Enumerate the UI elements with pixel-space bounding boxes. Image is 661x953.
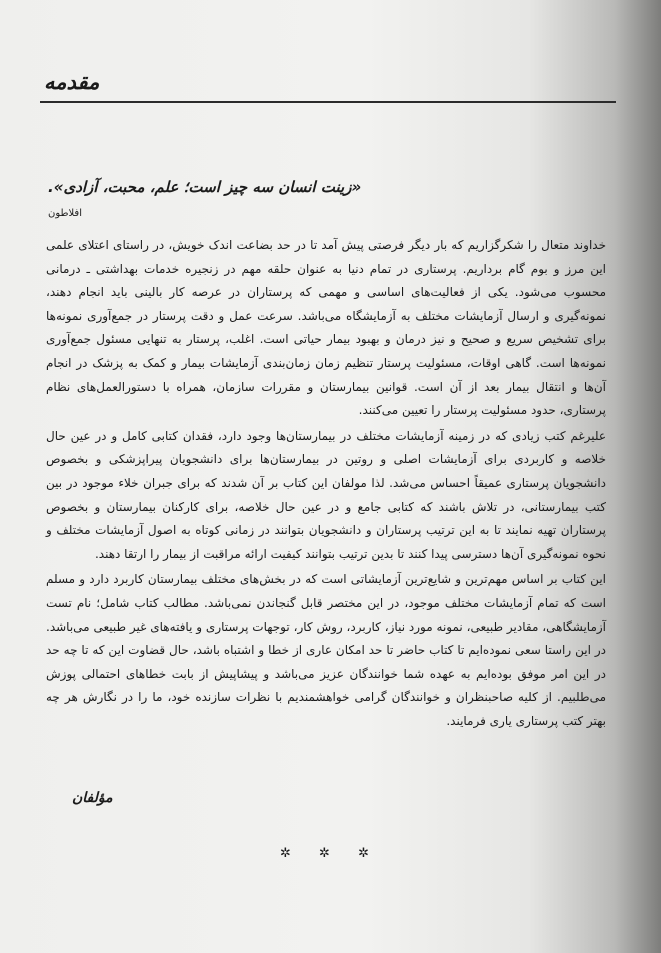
- paragraph: علیرغم کتب زیادی که در زمینه آزمایشات مختلف در بیمارستان‌ها وجود دارد، فقدان کتابی کامل و در عین حال خلاصه و کاربردی برای آزمایشات اصلی و روتین در بیمارستان‌ها برای دانشجویان پیراپزشکی و بخصوص دانشجویان پرستاری عمیقاً احساس می‌شد. لذا مولفان این کتاب بر آن شدند که برای جبران خلاء موجود در بین کتب بیمارستانی، در تلاش باشند که کتابی جامع و در عین حال خلاصه، برای کارکنان بیمارستان و بخصوص پرستاران تهیه نمایند تا به این ترتیب پرستاران و دانشجویان بتوانند در زمانی کوتاه به اصول آزمایشات مختلف و نحوه نمونه‌گیری آن‌ها دسترسی پیدا کنند تا بدین ترتیب بتوانند کیفیت ارائه مراقبت از بیمار را ارتقا دهند.: [46, 428, 606, 561]
- ornament-stars: ✲ ✲ ✲: [280, 846, 381, 861]
- paragraph: این کتاب بر اساس مهم‌ترین و شایع‌ترین آزمایشاتی است که در بخش‌های مختلف بیمارستان کاربرد دارد و مسلم است که تمام آزمایشات مختلف موجود، در این مختصر قابل گنجاندن نمی‌باشد. مطالب کتاب شامل؛ نام تست آزمایشگاهی، مقادیر طبیعی، نمونه مورد نیاز، کاربرد، روش کار، توجهات پرستاری و یافته‌های غیر طبیعی می‌باشد. در این راستا سعی نموده‌ایم تا کتاب حاضر تا حد امکان عاری از خطا و اشتباه باشد، حال قضاوت این که تا چه حد در این امر موفق بوده‌ایم به عهده شما خوانندگان عزیز می‌باشد و پیشاپیش از بابت خطاهای احتمالی پوزش می‌طلبیم. از کلیه صاحبنظران و خوانندگان گرامی خواهشمندیم با نظرات سازنده خود، ما را در نگارش هر چه بهتر کتب پرستاری یاری فرمایند.: [46, 572, 606, 728]
- page-heading: مقدمه: [44, 70, 100, 94]
- epigraph-quote: «زینت انسان سه چیز است؛ علم، محبت، آزادی».: [48, 178, 362, 196]
- paragraph: خداوند متعال را شکرگزاریم که بار دیگر فرصتی پیش آمد تا در حد بضاعت اندک خویش، در راستای اعتلای علمی این مرز و بوم گام برداریم. پرستاری در تمام دنیا به عنوان حلقه مهم در زنجیره خدمات بهداشتی ـ درمانی محسوب می‌شود. یکی از فعالیت‌های اساسی و مهمی که پرستاران در عرصه کار بالینی باید انجام دهند، نمونه‌گیری و ارسال آزمایشات مختلف به آزمایشگاه می‌باشد. سرعت عمل و دقت پرستار در جمع‌آوری نمونه‌ها برای تشخیص سریع و صحیح و نیز درمان و بهبود بیمار حیاتی است. اغلب، پرستار به تنهایی مسئول جمع‌آوری نمونه‌ها است. گاهی اوقات، مسئولیت پرستار تنظیم زمان زمان‌بندی آزمایشات بیمار و کمک به پزشک در انجام آن‌ها و انتقال بیمار بعد از آن است. قوانین بیمارستان و مقررات سازمان، همراه با دستورالعمل‌های نظام پرستاری، حدود مسئولیت پرستار را تعیین می‌کنند.: [46, 238, 606, 418]
- preface-body: [46, 234, 606, 733]
- authors-signature: مؤلفان: [72, 790, 113, 806]
- heading-rule: [40, 101, 616, 103]
- epigraph-author: افلاطون: [48, 208, 82, 219]
